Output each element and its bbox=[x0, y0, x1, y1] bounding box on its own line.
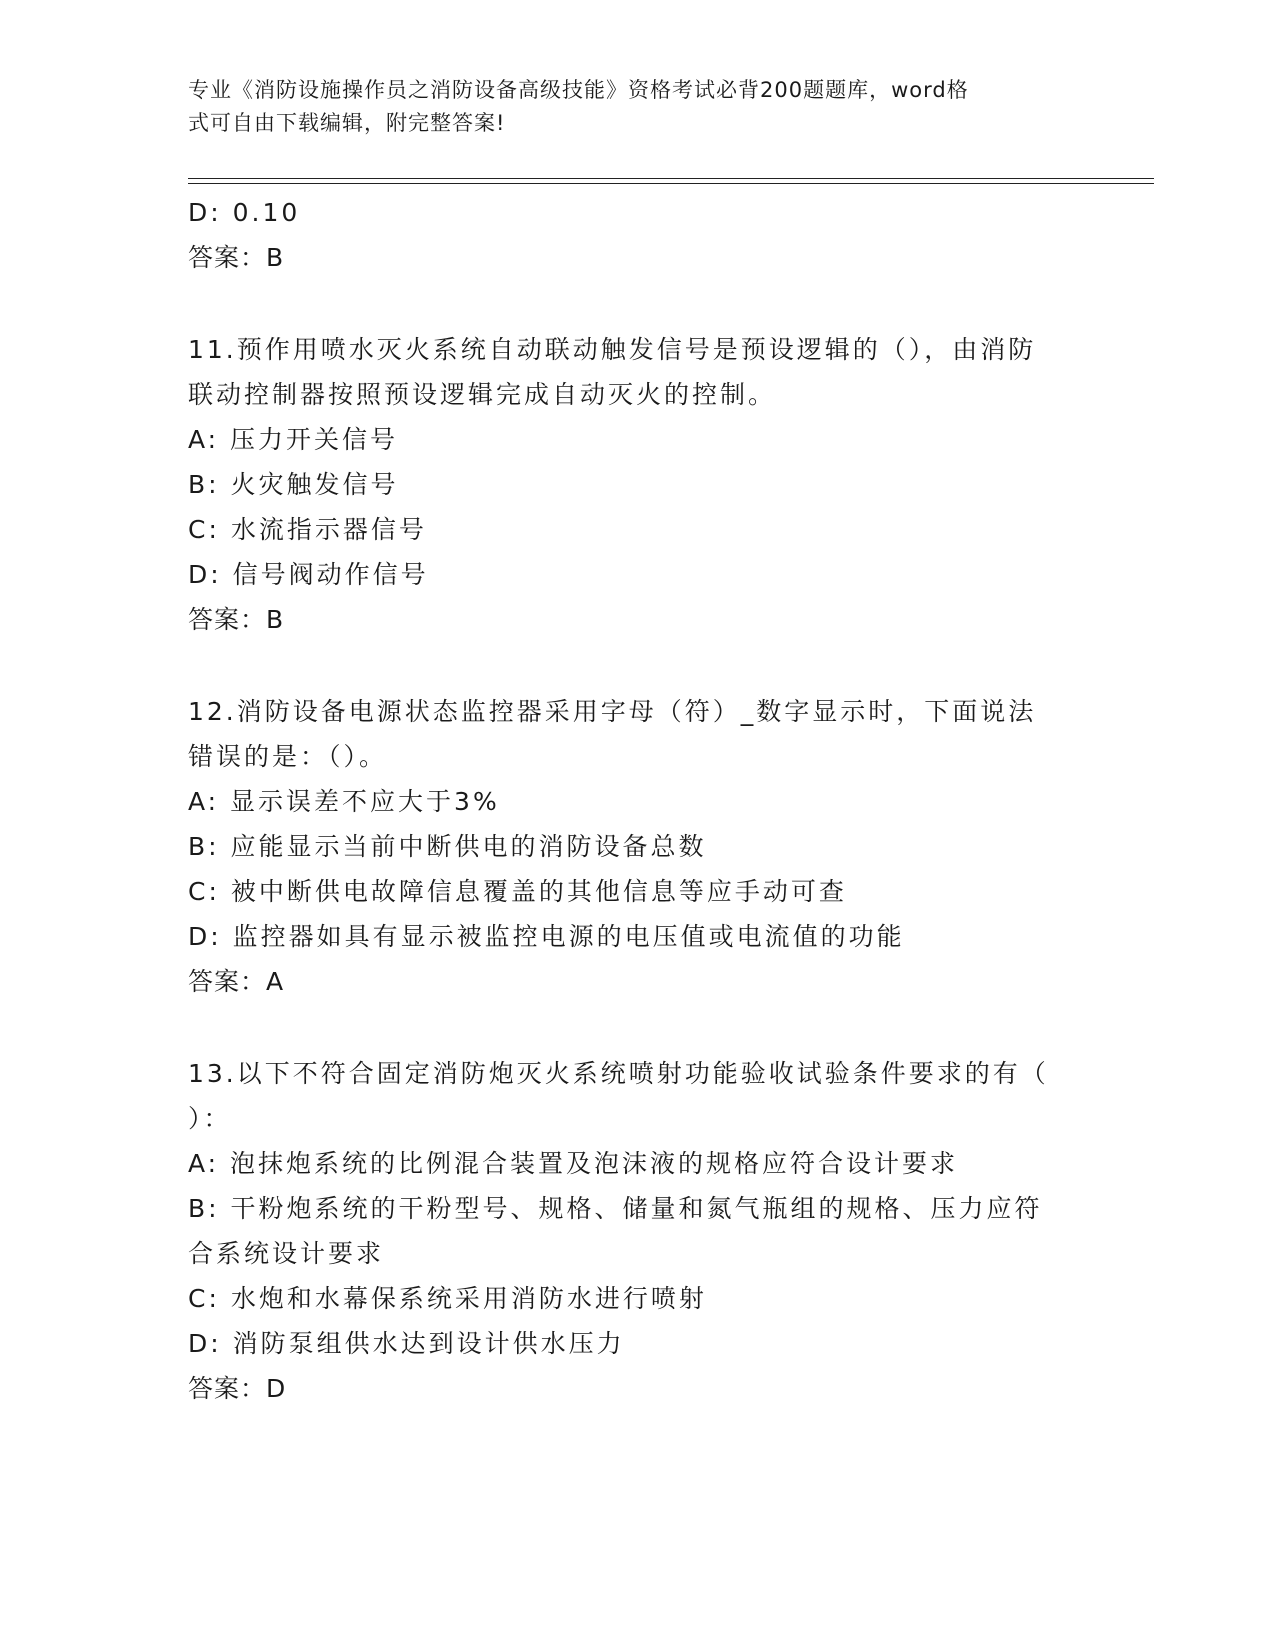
question-stem-line-2: 错误的是：（）。 bbox=[188, 742, 388, 771]
option-b-line-2: 合系统设计要求 bbox=[188, 1239, 385, 1268]
question-stem-line-2: ）： bbox=[188, 1104, 232, 1133]
option-d: D: 监控器如具有显示被监控电源的电压值或电流值的功能 bbox=[188, 922, 905, 951]
option-c: C: 被中断供电故障信息覆盖的其他信息等应手动可查 bbox=[188, 877, 847, 906]
answer: 答案：B bbox=[188, 243, 285, 272]
option-c: C: 水流指示器信号 bbox=[188, 515, 427, 544]
option-b: B: 火灾触发信号 bbox=[188, 470, 399, 499]
question-stem-line-1: 12.消防设备电源状态监控器采用字母（符）_数字显示时，下面说法 bbox=[188, 697, 1037, 726]
header-title-line-2: 式可自由下载编辑，附完整答案! bbox=[188, 111, 506, 135]
answer: 答案：A bbox=[188, 967, 285, 996]
answer: 答案：B bbox=[188, 605, 285, 634]
prev-question-tail bbox=[188, 190, 1088, 280]
option-d: D: 信号阀动作信号 bbox=[188, 560, 429, 589]
question-12 bbox=[188, 689, 1088, 1004]
header-rule-top bbox=[188, 178, 1154, 179]
header-title-line-1: 专业《消防设施操作员之消防设备高级技能》资格考试必背200题题库，word格 bbox=[188, 78, 969, 102]
option-d: D: 0.10 bbox=[188, 198, 301, 227]
option-b-line-1: B: 干粉炮系统的干粉型号、规格、储量和氮气瓶组的规格、压力应符 bbox=[188, 1194, 1043, 1223]
header-rule-bottom bbox=[188, 183, 1154, 184]
option-c: C: 水炮和水幕保系统采用消防水进行喷射 bbox=[188, 1284, 707, 1313]
spacer bbox=[188, 280, 1088, 327]
option-a: A: 压力开关信号 bbox=[188, 425, 399, 454]
spacer bbox=[188, 642, 1088, 689]
document-body bbox=[188, 190, 1088, 1411]
option-d: D: 消防泵组供水达到设计供水压力 bbox=[188, 1329, 625, 1358]
option-b: B: 应能显示当前中断供电的消防设备总数 bbox=[188, 832, 707, 861]
question-stem-line-1: 11.预作用喷水灭火系统自动联动触发信号是预设逻辑的（），由消防 bbox=[188, 335, 1037, 364]
question-stem-line-2: 联动控制器按照预设逻辑完成自动灭火的控制。 bbox=[188, 380, 777, 409]
question-13 bbox=[188, 1051, 1088, 1411]
question-stem-line-1: 13.以下不符合固定消防炮灭火系统喷射功能验收试验条件要求的有（ bbox=[188, 1059, 1049, 1088]
option-a: A: 显示误差不应大于3% bbox=[188, 787, 500, 816]
answer: 答案：D bbox=[188, 1374, 287, 1403]
document-header bbox=[188, 74, 1068, 140]
option-a: A: 泡抹炮系统的比例混合装置及泡沫液的规格应符合设计要求 bbox=[188, 1149, 959, 1178]
spacer bbox=[188, 1004, 1088, 1051]
question-11 bbox=[188, 327, 1088, 642]
